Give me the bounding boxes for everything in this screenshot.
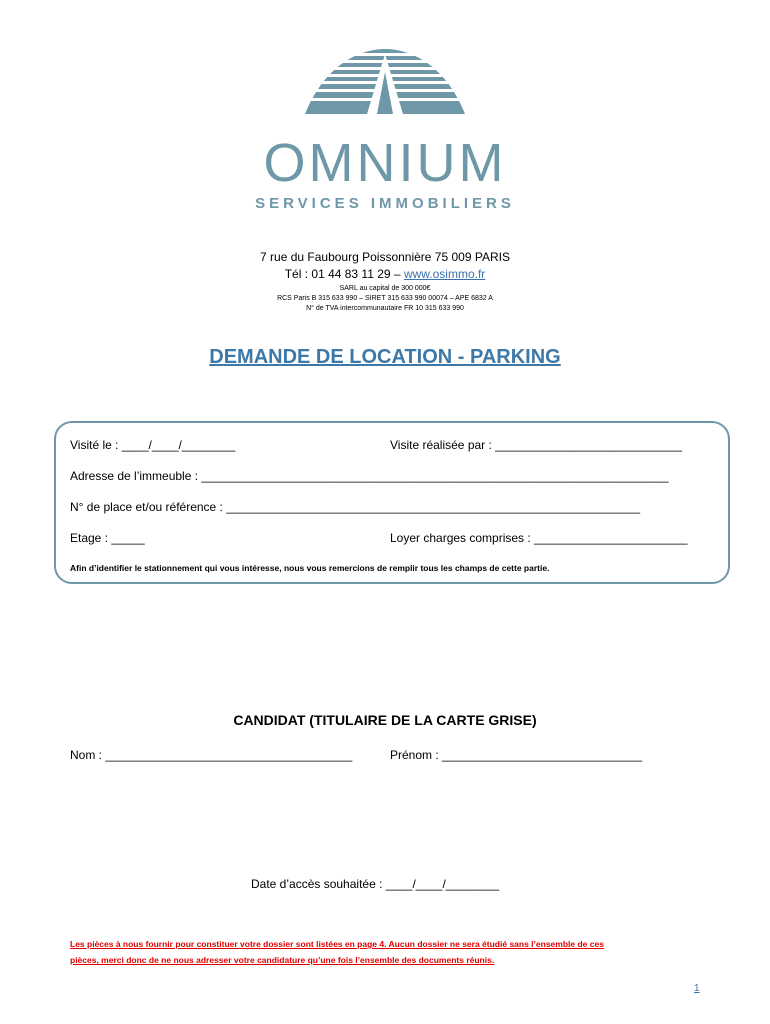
page-number: 1 [694,983,700,994]
adresse-field[interactable]: Adresse de l’immeuble : ______________________________________________________________________ [70,469,669,483]
company-address: 7 rue du Faubourg Poissonnière 75 009 PARIS [260,250,510,264]
prenom-field[interactable]: Prénom : ______________________________ [390,748,643,762]
page-title: DEMANDE DE LOCATION - PARKING [209,346,561,368]
warning-line-1: Les pièces à nous fournir pour constituer votre dossier sont listées en page 4. Aucun dossier ne sera étudié sans l’ensemble de ces [70,939,604,949]
parking-info-box [54,421,730,584]
company-contact [0,267,770,281]
brand-name: OMNIUM [263,133,507,193]
brand-tagline: SERVICES IMMOBILIERS [255,195,515,212]
place-field[interactable]: N° de place et/ou référence : ______________________________________________________________ [70,500,640,514]
etage-field[interactable]: Etage : _____ [70,531,145,545]
company-rcs: RCS Paris B 315 633 990 – SIRET 315 633 990 00074 – APE 6832 A [277,295,493,302]
nom-field[interactable]: Nom : _____________________________________ [70,748,353,762]
candidat-heading: CANDIDAT (TITULAIRE DE LA CARTE GRISE) [233,712,537,728]
company-capital: SARL au capital de 300 000€ [339,285,431,292]
logo-arch-icon [305,44,465,124]
visite-le-field[interactable]: Visité le : ____/____/________ [70,438,236,452]
company-tva: N° de TVA intercommunautaire FR 10 315 633 990 [306,305,464,312]
company-phone: Tél : 01 44 83 11 29 – [284,267,401,281]
website-link[interactable]: www.osimmo.fr [403,267,486,281]
warning-line-2: pièces, merci donc de ne nous adresser votre candidature qu’une fois l’ensemble des documents réunis. [70,955,495,965]
visite-par-field[interactable]: Visite réalisée par : ____________________________ [390,438,683,452]
company-logo [0,44,770,224]
date-acces-field[interactable]: Date d’accès souhaitée : ____/____/________ [251,877,500,891]
box-note: Afin d’identifier le stationnement qui vous intéresse, nous vous remercions de remplir tous les champs de cette partie. [70,563,550,573]
loyer-field[interactable]: Loyer charges comprises : _______________________ [390,531,688,545]
